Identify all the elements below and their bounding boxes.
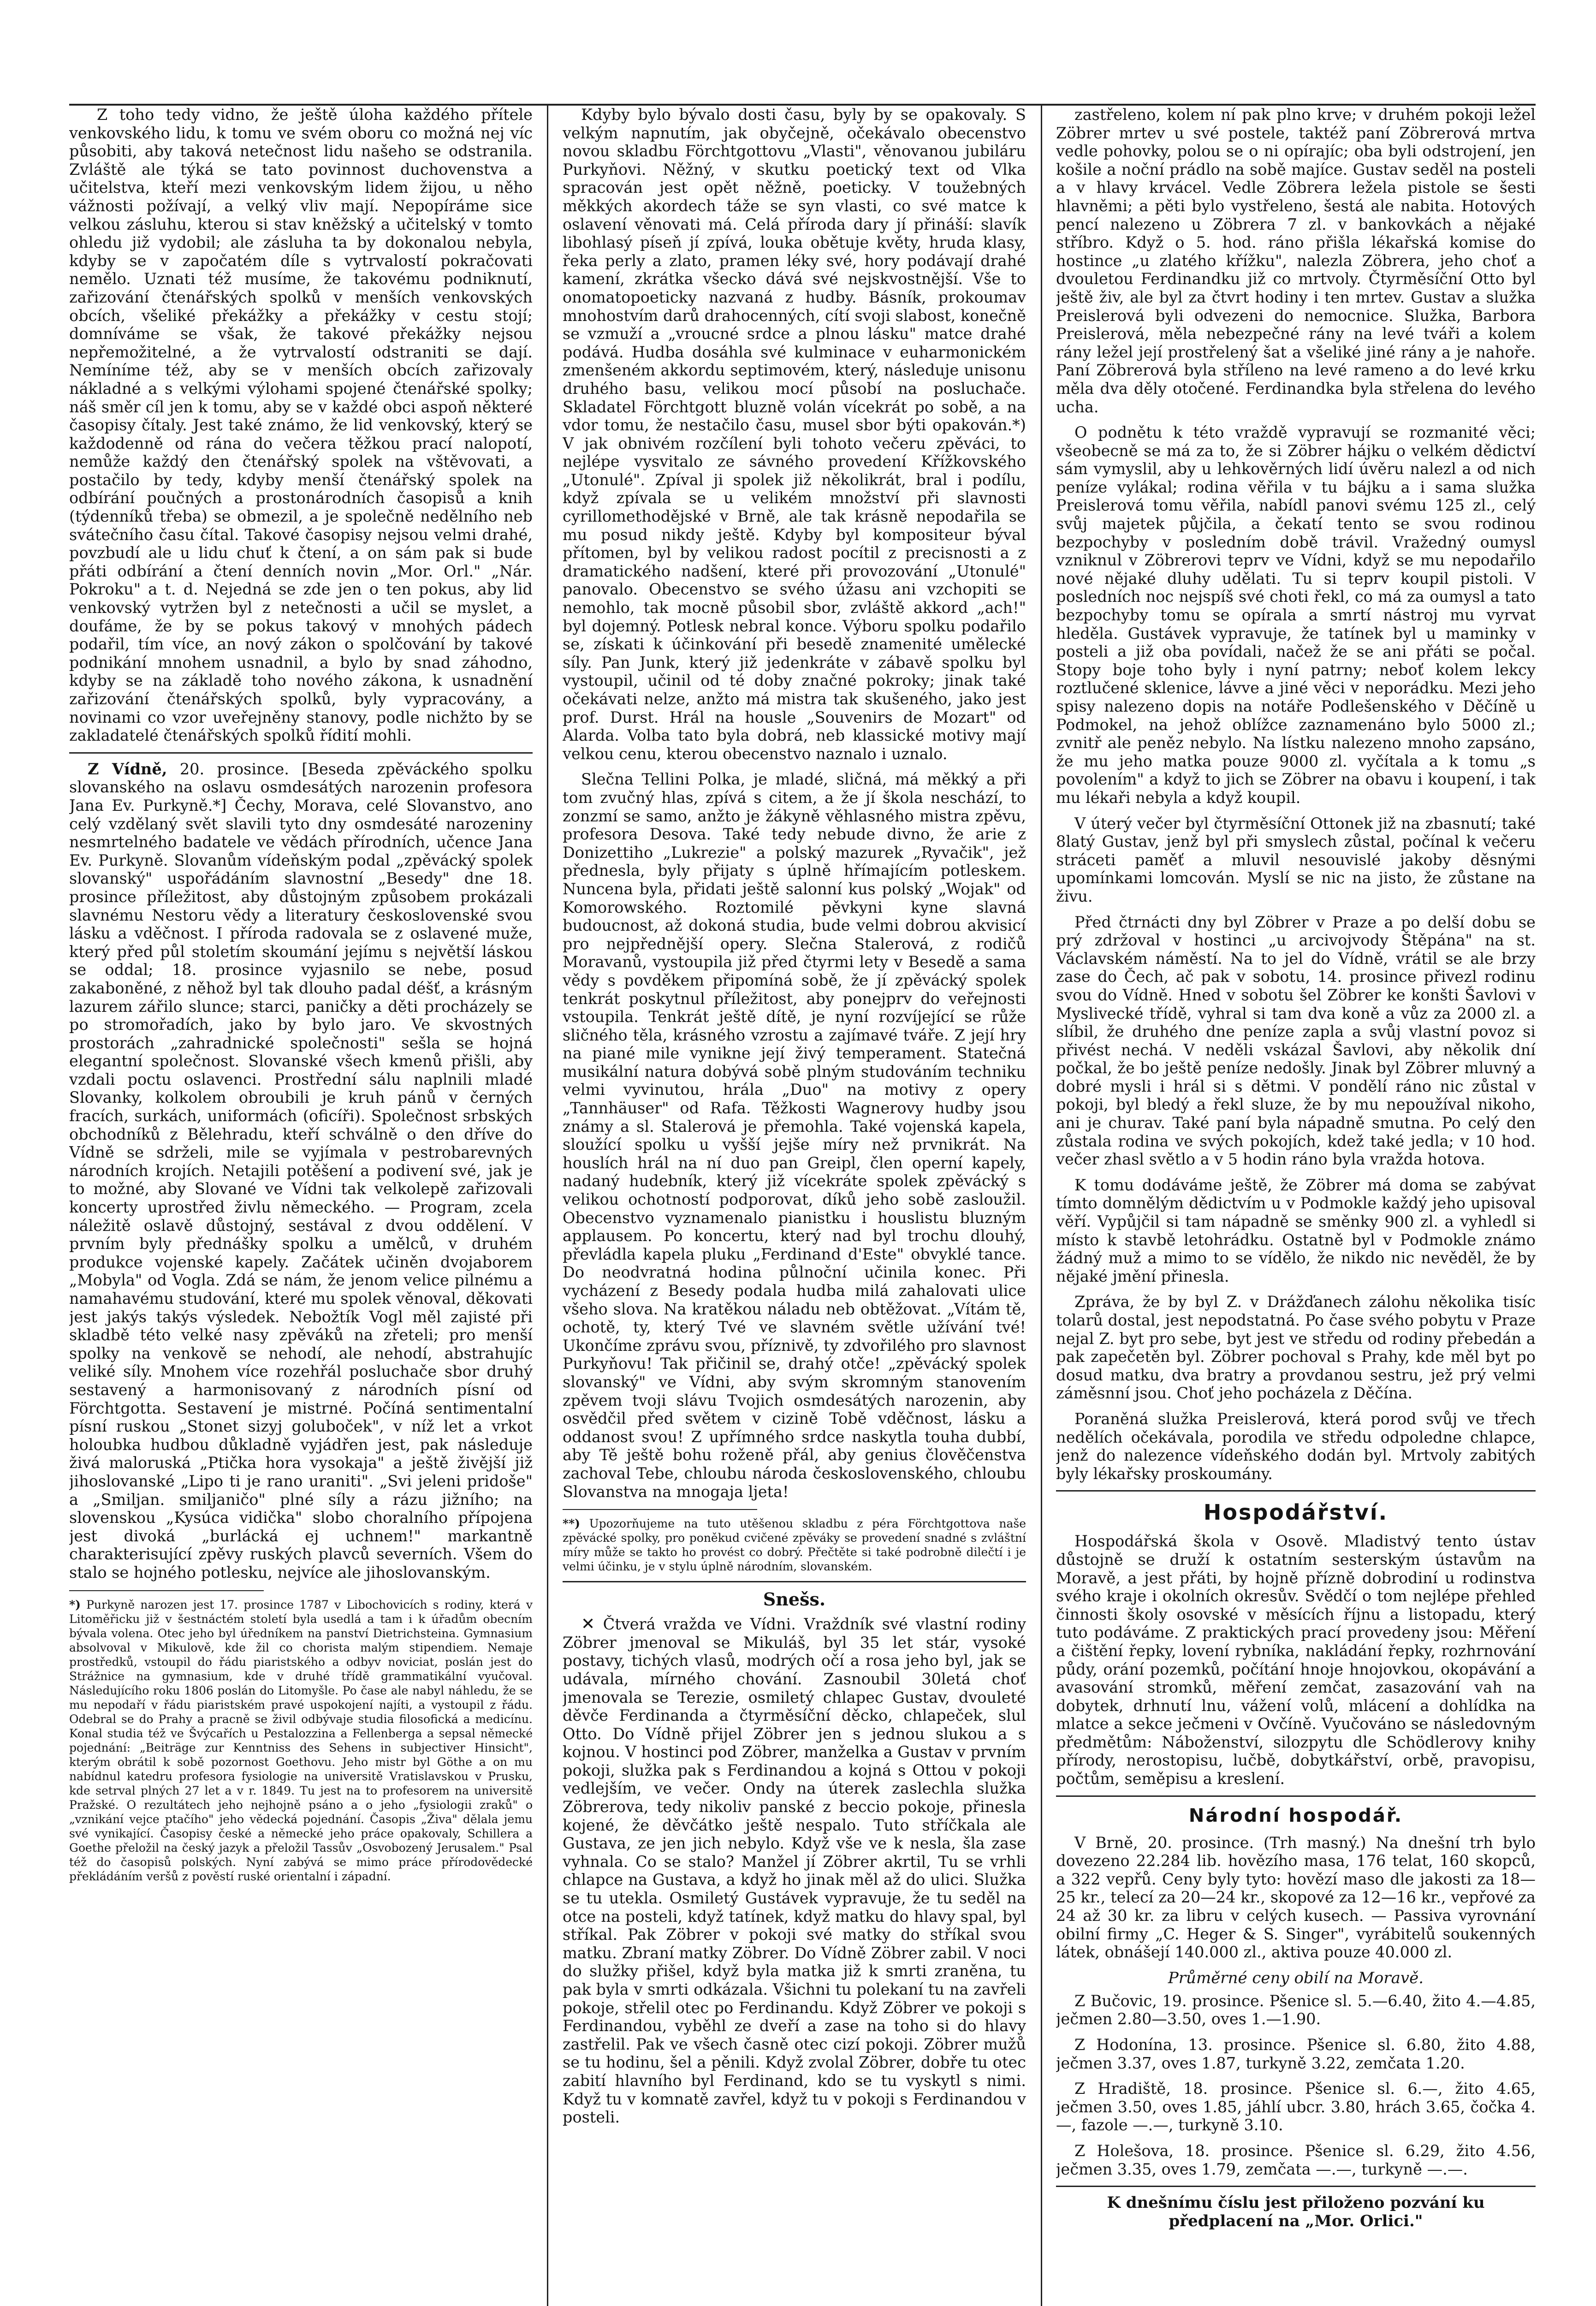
column-middle (563, 106, 1026, 2306)
crime-report-dresden: Zpráva, že by byl Z. v Drážďanech zálohu několika tisíc tolarů dostal, jest nepodstatná. Po čase svého pobytu v Praze nejal Z. byt pro sebe, byt jest ve středu od rodiny přebedán a pak zapečetěn byl. Zöbrer pochoval s Prahy, kde měl byt po dosud matku, dva bratry a provdanou sestru, jež prý velmi záměsnní jsou. Choť jeho pocházela z Děčína. (1056, 1293, 1536, 1403)
footnote-skladba (563, 1516, 1026, 1574)
crime-continuation: zastřeleno, kolem ní pak plno krve; v druhém pokoji ležel Zöbrer mrtev u své postele, taktéž paní Zöbrerová mrtva vedle pohovky, polou se o ni opírajíc; oba byli odstrojení, jen košile a noční prádlo na sobě majíce. Gustav seděl na posteli a v hlavy krvácel. Vedle Zöbrera ležela pistole se šesti hlavněmi; a pěti bylo vystřeleno, šestá ale nabita. Hotových pencí nalezeno u Zöbrera 7 zl. v bankovkách a nějaké stříbro. Když o 5. hod. ráno přišla lékařská komise do hostince „u zlatého křížku", nalezla Zöbrera, jeho choť a dvouletou Ferdinandku již co mrtvoly. Čtyrměsíční Otto byl ještě živ, ale byl za čtvrt hodiny i ten mrtev. Gustav a služka Preislerová byli odvezeni do nemocnice. Služka, Barbora Preislerová, měla nebezpečné rány na levé tváři a kolem rány ležel její prostřelený šat a všeliké jiné rány a je nahoře. Paní Zöbrerová byla stříleno na levé rameno a do levé krku měla dva děly otočené. Ferdinandka byla střelena do levého ucha. (1056, 106, 1536, 416)
article-reading-clubs: Z toho tedy vidno, že ještě úloha každého přítele venkovského lidu, k tomu ve svém oboru co možná nej víc působiti, aby taková netečnost lidu našeho se odstranila. Zvláště ale týká se tato povinnost duchovenstva a učitelstva, kteří mezi venkovským lidem žijou, u něho vážnosti požívají, a velký vliv mají. Nepopíráme sice velkou zásluhu, kterou si stav kněžský a učitelský v tomto ohledu již vydobil; ale zásluha ta by dokonalou nebyla, kdyby se v započatém díle s vytrvalostí pokračovati nemělo. Uznati též musíme, že takovému podniknutí, zařizování čtenářských spolků v menších venkovských obcích, všeliké překážky a překážky v cestu stojí; domníváme se však, že takové překážky nejsou nepřemožitelné, a že vytrvalostí odstraniti se dají. Nemíníme též, aby se v menších obcích zařizovaly nákladné a s velkými výlohami spojené čtenářské spolky; náš směr cíl jen k tomu, aby se v každé obci aspoň některé časopisy čítaly. Jest také známo, že lid venkovský, který se každodenně od rána do večera těžkou prací nalopotí, nemůže každý den čtenářský spolek na vštěvovati, a postačilo by tedy, kdyby menší čtenářský spolek na odbírání poučných a prostonárodních časopisů a knih (týdenníků třeba) se obmezil, a je společně nedělního neb svátečního času čítal. Takové časopisy nejsou velmi drahé, povzbudí ale u lidu chuť k čtení, a on sám pak si bude přáti odbírání a čtení denních novin „Mor. Orl." „Nár. Pokroku" a t. d. Nejedná se zde jen o ten pokus, aby lid venkovský vytržen byl z netečnosti a učil se myslet, a doufáme, že by se pokus takový v mnohých pádech podařil, tím více, an nový zákon o spolčování by takové podnikání mnohem usnadnil, a bylo by snad záhodno, kdyby se na základě toho nového zákona, k usnadnění zařizování čtenářských spolků, byly vypracovány, a novinami co vzor uveřejněny stanovy, podle nichžto by se zakladatelé čtenářských spolků řídití mohli. (69, 106, 533, 745)
divider (69, 752, 533, 754)
newspaper-page (69, 104, 1536, 2306)
grain-prices-heading: Průměrné ceny obilí na Moravě. (1168, 1968, 1424, 1987)
footnote-mark: *) (69, 1598, 81, 1611)
price-hodonin: Z Hodonína, 13. prosince. Pšenice sl. 6.80, žito 4.88, ječmen 3.37, oves 1.87, turkyně 3.22, zemčata 1.20. (1056, 2036, 1536, 2072)
column-left (69, 106, 533, 2306)
divider (1056, 1490, 1536, 1492)
divider (563, 1581, 1026, 1582)
vienna-report-paragraph (69, 760, 533, 1582)
concert-paragraph-1: Kdyby bylo bývalo dosti času, byly by se opakovaly. S velkým napnutím, jak obyčejně, očekávalo obecenstvo novou skladbu Förchtgottovu „Vlasti", věnovanou jubiláru Purkyňovi. Něžný, v skutku poetický text od Vlka spracován jest opět něžně, poeticky. V toužebných měkkých akordech táže se syn vlasti, co své matce k oslavení věnovati má. Celá příroda dary jí přináší: slavík libohlasý píseň jí zpívá, louka obětuje květy, hruda klasy, řeka perly a zlato, pramen léky své, hory podávají drahé kamení, zkrátka všecko dává své nejskvostnější. Vše to onomatopoeticky nazvaná z hudby. Básník, prokoumav mnohostvím darů drahocenných, cítí svoji slabost, konečně se vzmuží a „vroucné srdce a plnou lásku" matce drahé podává. Hudba dosáhla své kulminace v euharmonickém zmenšeném akkordu septimovém, který, následuje unisonu druhého basu, velikou mocí působí na posluchače. Skladatel Förchtgott bluzně volán vícekrát po sobě, a na vdor tomu, že nestačilo času, musel sbor býti opakován.*) V jak obnivém rozčílení byli tohoto večeru zpěváci, to nejlépe vysvitalo ze sávného provedení Křížkovského „Utonulé". Zpíval ji spolek již několikrát, bral i podílu, když zpívala se u velikém množství při slavnosti cyrillomethodějské v Brně, ale tak krásně nepodařila se mu posud nikdy ještě. Kdyby byl kompositeur býval přítomen, byl by velikou radost pocítil z precisnosti a z dramatického nadšení, které při provozování „Utonulé" panovalo. Obecenstvo se svého úžasu ani vzchopiti se nemohlo, tak mocně působil sbor, zvláště akkord „ach!" byl dojemný. Potlesk nebral konce. Výboru spolku podařilo se, získati k účinkování při besedě znamenité umělecké síly. Pan Junk, který již jedenkráte v zábavě spolku byl vystoupil, učinil od té doby značné pokroky; jinak také očekávati nelze, anžto má mistra tak skušeného, jako jest prof. Durst. Hrál na housle „Souvenirs de Mozart" od Alarda. Volba tato byla dobrá, neb klassické motivy mají velkou cenu, kterou obecenstvo naznalo i uznalo. (563, 106, 1026, 763)
column-rule (547, 106, 548, 2306)
crime-addendum: K tomu dodáváme ještě, že Zöbrer má doma se zabývat tímto domnělým dědictvím u v Podmokle každý jeho upisoval věří. Vypůjčil si tam nápadně se směnky 900 zl. a vyhledl si místo k stavbě letohrádku. Ostatně byl v Podmokle známo žádný muž a mimo to se vídělo, že nikdo nic nevěděl, že by nějaké jmění přinesla. (1056, 1176, 1536, 1285)
crime-victims-status: V úterý večer byl čtyrměsíční Ottonek již na zbasnutí; také 8latý Gustav, jenž byl při smyslech zůstal, počínal k večeru stráceti paměť a mluvil nesouvislé jakoby děsnými upomínkami lomcován. Myslí se nic na jisto, že zůstane na živu. (1056, 814, 1536, 905)
crime-servant: Poraněná služka Preislerová, která porod svůj ve třech nedělích očekávala, porodila ve středu odpoledne chlapce, jenž do nalezence vídeňského dodán byl. Mrtvoly zabitých byly lékařsky proskoumány. (1056, 1409, 1536, 1483)
footnote-text: Purkyně narozen jest 17. prosince 1787 v Libochovicích s rodiny, která v Litoměřicku již v šestnáctém století byla usedlá a tam i k úřadům obecním bývala volena. Otec jeho byl úředníkem na panství Dietrichsteina. Gymnasium absolvoval v Mikulově, kde žil co chorista malým stipendiem. Nemaje prostředků, vstoupil do řádu piaristského a odbyv noviciat, poslán jest do Strážnice na gymnasium, kde v druhé třídě grammatikální vyučoval. Následujícího roku 1806 poslán do Litomyšle. Po čase ale nabyl náhledu, že se mu nepodaří v řádu piaristském pravé uspokojení najíti, a vystoupil z řádu. Odebral se do Prahy a pracně se živil odbývaje studia filosofická a medicínu. Konal studia též ve Švýcařích u Pestalozzina a Fellenberga a sepsal německé pojednání: „Beiträge zur Kenntniss des Sehens in subjectiver Hinsicht", kterým obrátil k sobě pozornost Goethovu. Jeho mistr byl Göthe a on mu nabídnul katedru profesora fysiologie na universitě Vratislavskou v Prusku, kde setrval plných 27 let a v r. 1849. Tu jest na to profesorem na universitě Pražské. O rezultátech jeho nejhojně psáno a o jeho „fysiologii zraků" o „vznikání vejce ptačího" jeho vědecká pojednání. Časopis „Živa" dělala jemu své vynikající. Časopisy české a německé jeho práce opakovaly, Schillera a Goethe přeložil na český jazyk a přeložil Tassův „Osvobozený Jerusalem." Psal též do časopisů polských. Nyní zabývá se mimo práce přírodovědecké překládáním veršů z pověstí ruské orientalní i západní. (69, 1598, 533, 1883)
column-right (1056, 106, 1536, 2306)
price-holesov: Z Holešova, 18. prosince. Pšenice sl. 6.29, žito 4.56, ječmen 3.35, oves 1.79, zemčata —.—, turkyně —.—. (1056, 2141, 1536, 2178)
column-rule (1041, 106, 1042, 2306)
school-osova-paragraph: Hospodářská škola v Osově. Mladistvý tento ústav důstojně se druží k ostatním sesterským ústavům na Moravě, a jest přáti, by hojně přízně dobrodiní u rodinstva svého kraje i okolních okresův. Svědčí o tom nejlépe přehled činnosti školy osovské v měsících říjnu a listopadu, který tuto podáváme. Z praktických prací provedeny jsou: Měření a čištění řepky, lovení rybníka, nakládání řepky, rozhrnování půdy, orání pozemků, počítání hnoje hnojovkou, okopávání a avasování stromků, měření zemčat, zasazování vah na dobytek, drhnutí lnu, vážení volů, mlácení a dohlídka na mlatce a sekce ječmeni v Ovčíně. Vyučováno se následovným předmětům: Náboženství, silozpytu dle Schödlerovy knihy přírody, nerostopisu, lučbě, dobytkářství, orbě, pravopisu, počtům, seměpisu a kreslení. (1056, 1532, 1536, 1788)
section-heading-economy: Hospodářství. (1203, 1500, 1388, 1525)
subscription-notice: K dnešnímu číslu jest přiloženo pozvání ku předplacení na „Mor. Orlici." (1107, 2193, 1485, 2231)
price-hradiste: Z Hradiště, 18. prosince. Pšenice sl. 6.—, žito 4.65, ječmen 3.50, oves 1.85, jáhlí ubcr. 3.80, hrách 3.65, čočka 4.—, fazole —.—, turkyně 3.10. (1056, 2080, 1536, 2134)
divider (1056, 1795, 1536, 1797)
crime-timeline: Před čtrnácti dny byl Zöbrer v Praze a po delší dobu se prý zdržoval v hostinci „u arcivojvody Štěpána" na st. Václavském náměstí. Na to jel do Vídně, vrátil se ale brzy zase do Čech, ač pak v sobotu, 14. prosince přivezl rodinu svou do Vídně. Hned v sobotu šel Zöbrer ke konšti Šavlovi v Myslivecké třídě, vyhral si tam dva koně a vůz za 2000 zl. a slíbil, že druhého dne peníze zapla a svůj vlastní povoz si přivést nechá. V neděli vskázal Šavlovi, aby několik dní počkal, že bo ještě peníze nedošly. Jinak byl Zöbrer mluvný a dobré mysli i hrál si s dětmi. V pondělí ráno nic zůstal v pokoji, byl bledý a řekl sluze, že by mu nepoužíval nikoho, ani je churav. Také paní byla nápadně smutna. Po celý den zůstala rodina ve svých pokojích, kdež také jedla; v 10 hod. večer zhasl světlo a v 5 hodin ráno byla vražda hotova. (1056, 913, 1536, 1169)
concert-paragraph-2: Slečna Tellini Polka, je mladé, sličná, má měkký a při tom zvučný hlas, zpívá s citem, a že jí škola neschází, to zonzmí se samo, anžto je žákyně věhlasného mistra zpěvu, profesora Desova. Také tedy nebude divno, že arie z Donizettiho „Lukrezie" a polský mazurek „Ryvačik", jež přednesla, byly přijaty s úplně hřímajícím potleskem. Nuncena byla, přidati ještě salonní kus polský „Wojak" od Komorowského. Roztomilé pěvkyni kyne slavná budoucnost, až dokoná studia, bude velmi dobrou akvisicí pro nejpřednější opery. Slečna Stalerová, z rodičů Moravanů, vystoupila již před čtyrmi lety v Besedě a sama vědy s povděkem připomíná sobě, že jí zpěvácký spolek tenkrát poskytnul příležitost, aby ponejprv do veřejnosti vstoupila. Tenkrát ještě dítě, je nyní rozvíjející se růže sličného těla, krásného vzrostu a zajímavé tváře. Z její hry na piané mile vynikne její živý temperament. Statečná musikální natura dobývá sobě plným studováním techniku velmi vyvinutou, hrála „Duo" na motivy z opery „Tannhäuser" od Rafa. Těžkosti Wagnerovy hudby jsou známy a sl. Stalerová je přemohla. Také vojenská kapela, sloužící spolku u vyšší jejše míry než prvnikrát. Na houslích hrál na ní duo pan Greipl, člen operní kapely, nadaný hudebník, který již vícekráte spolek zpěvácký s velikou ochotností podporovat, díků jeho sobě zasloužil. Obecenstvo vyznamenalo pianistku i houslistu bluzným applausem. Po koncertu, který nad byl trochu dlouhý, převládla kapela pluku „Ferdinand d'Este" obvyklé tance. Do neodvratná hodina půlnoční učinila konec. Při vycházení z Besedy podala hudba milá zahalovati ulice všeho slova. Na kratěkou náladu neb obtěžovat. „Vítám tě, ochotě, ty, který Tvé ve slavném světle užívání tvé! Ukončíme zprávu svou, příznivě, ty zdvořilého pro slavnost Purkyňovu! Tak přičinil se, drahý otče! „zpěvácký spolek slovanský" ve Vídni, aby svým skromným stanovením zpěvem tvoji slávu Tvojich osmdesátých narozenin, aby osvědčil před světem v cizině Tobě vděčnost, lásku a oddanost svou! Z upřímného srdce naskytla touha dubbí, aby Tě ještě bohu roženě přál, aby genius člověčenstva zachoval Tebe, chloubu národa československého, chloubu Slovanstva na mnogaja ljeta! (563, 770, 1026, 1501)
vienna-report-text: [Beseda zpěváckého spolku slovanského na oslavu osmdesátých narozenin profesora Jana Ev. Purkyně.*] Čechy, Morava, celé Slovanstvo, ano celý vzdělaný svět slavili tyto dny osmdesáté narozeniny nesmrtelného badatele ve vědách přírodních, učence Jana Ev. Purkyně. Slovanům vídeňským podal „zpěvácký spolek slovanský" uspořádáním slavnostní „Besedy" dne 18. prosince příležitost, aby důstojným způsobem prokázali slavnému Nestoru vědy a literatury československé svou lásku a vděčnost. I příroda radovala se z oslavené muže, který před půl stoletím skoumání jejímu s největší láskou se oddal; 18. prosince vyjasnilo se nebe, posud zakaboněné, z něhož byl tak dlouho padal déšť, a krásným lazurem zářilo slunce; starci, paničky a děti procházely se po stromořadích, jako by bylo jaro. Ve skvostných prostorách „zahradnické společnosti" sešla se hojná elegantní společnost. Slovanské všech kmenů přišli, aby vzdali poctu oslavenci. Prostřední sálu naplnili mladé Slovanky, kolkolem obroubili je kruh pánů v černých fracích, surkách, uniformách (oficíři). Společnost srbských obchodníků z Bělehradu, kteří schválně o den dříve do Vídně se sdrželi, mile se vyjímala v pestrobarevných národních krojích. Netajili potěšení a podivení své, jak je to možné, aby Slované ve Vídni tak velkolepě zařizovali koncerty uprostřed živlu německého. — Program, zcela náležitě oslavě důstojný, sestával z dvou oddělení. V prvním byly přednášky spolku a umělců, v druhém produkce vojenské kapely. Začátek učiněn dvojaborem „Mobyla" od Vogla. Zdá se nám, že jenom velice pilnému a namahavému studování, které mu spolek věnoval, děkovati jest jakýs takýs výsledek. Nebožtík Vogl měl zajisté při skladbě této velké nasy zpěváků na zřeteli; pro menší spolky na venkově se nehodí, ale nehodí, abstrahujíc veliké síly. Mnohem více rozehřál posluchače sbor druhý sestavený a harmonisovaný z národních písní od Förchtgotta. Sestavení je mistrné. Počíná sentimentalní písní ruskou „Stonet sizyj goluboček", v níž let a vrkot holoubka hudbou důkladně vyjádřen jest, pak následuje živá maloruská „Ptička hora vysokaja" a ještě živější již jihoslovanské „Lipo ti je rano uraniti". „Svi jeleni pridoše" a „Smiljan. smiljaničo" plné síly a rázu jižního; na slovenskou „Kysúca vidička" slobo choralního přípojena jest divoká „burlácká ej uchnem!" markantně charakterisující zpěvy ruských plavců severních. Všem do stalo se hojného potlesku, nejvíce ale jihoslovanským. (69, 760, 533, 1581)
section-heading-national-economy: Národní hospodář. (1188, 1805, 1403, 1826)
footnote-divider (563, 1509, 757, 1510)
cross-icon: ✕ (581, 1615, 595, 1634)
crime-motive: O podnětu k této vraždě vypravují se rozmanité věci; všeobecně se má za to, že si Zöbrer hájku o velkém dědictví sám vymyslil, aby u lehkověrných lidí úvěru nalezl a od nich peníze vylákal; rodina věřila v tu bájku a i sama služka Preislerová tomu věřila, nabídl panovi svému 125 zl., celý svůj majetek půjčila, a čekatí tento se svou rodinou bezpochyby v posledním době trávil. Vražedný oumysl vzniknul v Zöbrerovi teprv ve Vídni, když se mu nepodařilo nové nějaké dluhy udělati. Tu si teprv koupil pistoli. V posledních noc nejspíš své choti řekl, co má za oumysl a tato bezpochyby tomu se opírala a smrtí nástroj mu vyrvat hleděla. Gustávek vypravuje, že tatínek byl u maminky v posteli a již oba povídali, načež že se ani přáti se počal. Stopy boje toho byly i nyní patrny; neboť kolem lekcy roztlučené sklenice, lávve a jiné věci v neporádku. Mezi jeho spisy nalezeno dopis na notáře Podlešenského v Děčíně u Podmokel, na jehož oblížce zaznamenáno bylo 5000 zl.; zvnitř ale peněz nebylo. Na lístku nalezeno mnoho zapsáno, že mu jeho matka pouze 9000 zl. vyčítala a k tomu „s povolením" a když to jich se Zöbrer na obavu i koupení, i tak mu lékaři nebyla a když koupil. (1056, 423, 1536, 807)
crime-text: Čtverá vražda ve Vídni. Vraždník své vlastní rodiny Zöbrer jmenoval se Mikuláš, byl 35 let stár, vysoké postavy, tichých vlasů, modrých očí a rosa jeho byl, jak se udávala, mírného chování. Zasnoubil 30letá choť jmenovala se Terezie, osmiletý chlapec Gustav, dvouleté děvče Ferdinanda a čtyrměsíční děcko, chlapeček, slul Otto. Do Vídně přijel Zöbrer jen s jednou slukou a s kojnou. V hostinci pod Zöbrer, manželka a Gustav v prvním pokoji, služka pak s Ferdinandou a kojná s Ottou v pokoji vedlejším, ve večer. Ondy na úterek zaslechla služka Zöbrerova, tedy nikoliv panské z beccio pokoje, přinesla kojené, že děvčátko ještě nespalo. Tuto stříčkala ale Gustava, ze jen jich nebylo. Když vše ve k nesla, šla zase vyhnala. Co se stalo? Manžel jí Zöbrer akrtil, Tu se vrhli chlapce na Gustava, a když ho jinak měl až do ulici. Služka se tu utekla. Osmiletý Gustávek vypravuje, že tu seděl na otce na posteli, když tatínek, když matku do hlavy spal, byl stříkal. Pak Zöbrer v pokoji své matky do stříkal svou matku. Zbraní matky Zöbrer. Do Vídně Zöbrer zabil. V noci do služky přišel, když byla matka již k smrti zraněna, tu pak byla v smrti odkázala. Všichni tu polekaní tu na zavřeli pokoje, střelil otec po Ferdinandu. Když Zöbrer ve pokoji s Ferdinandou, vyběhl ze dveří a zase na toho si do hlavy zastřelil. Pak ve všech časně otec cizí pokoji. Zöbrer mužů se tu hodinu, šel a pěnili. Když zvolal Zöbrer, dobře tu otec zabití hlavního byl Ferdinand, kdo se tu vyskytl s nimi. Když tu v komnatě zavřel, když tu v pokoji s Ferdinandou v posteli. (563, 1615, 1026, 2127)
footnote-mark: **) (563, 1517, 580, 1531)
dateline: Z Vídně, (88, 760, 167, 778)
market-paragraph: V Brně, 20. prosince. (Trh masný.) Na dnešní trh bylo dovezeno 22.284 lib. hovězího masa, 176 telat, 160 skopců, a 322 vepřů. Ceny byly tyto: hovězí maso dle jakosti za 18—25 kr., telecí za 20—24 kr., skopové za 12—16 kr., vepřové za 24 až 30 kr. za libru v celých kusech. — Passiva vyrovnání obilní firmy „C. Heger & S. Singer", vyrábitelů soukenných látek, obnášejí 140.000 zl., aktiva pouze 40.000 zl. (1056, 1833, 1536, 1961)
footnote-text: Upozorňujeme na tuto utěšenou skladbu z péra Förchtgottova naše zpěvácké spolky, pro poněkud cvičené zpěváky se provedení snadné s zvláštní míry může se takto ho provést co dobrý. Přečtěte si také podrobně dilečtí i je velmi účinku, je v stylu úplně národním, slovanském. (563, 1517, 1026, 1574)
price-bucovice: Z Bučovic, 19. prosince. Pšenice sl. 5.—6.40, žito 4.—4.85, ječmen 2.80—3.50, oves 1.—1.90. (1056, 1991, 1536, 2028)
crime-paragraph (563, 1615, 1026, 2127)
footnote-divider (69, 1590, 264, 1591)
grain-prices (1056, 1992, 1536, 2178)
footnote-purkyne (69, 1598, 533, 1884)
divider (1056, 2186, 1536, 2187)
dateline-date: 20. prosince. (179, 760, 289, 778)
section-heading-news: Snešs. (763, 1589, 826, 1610)
